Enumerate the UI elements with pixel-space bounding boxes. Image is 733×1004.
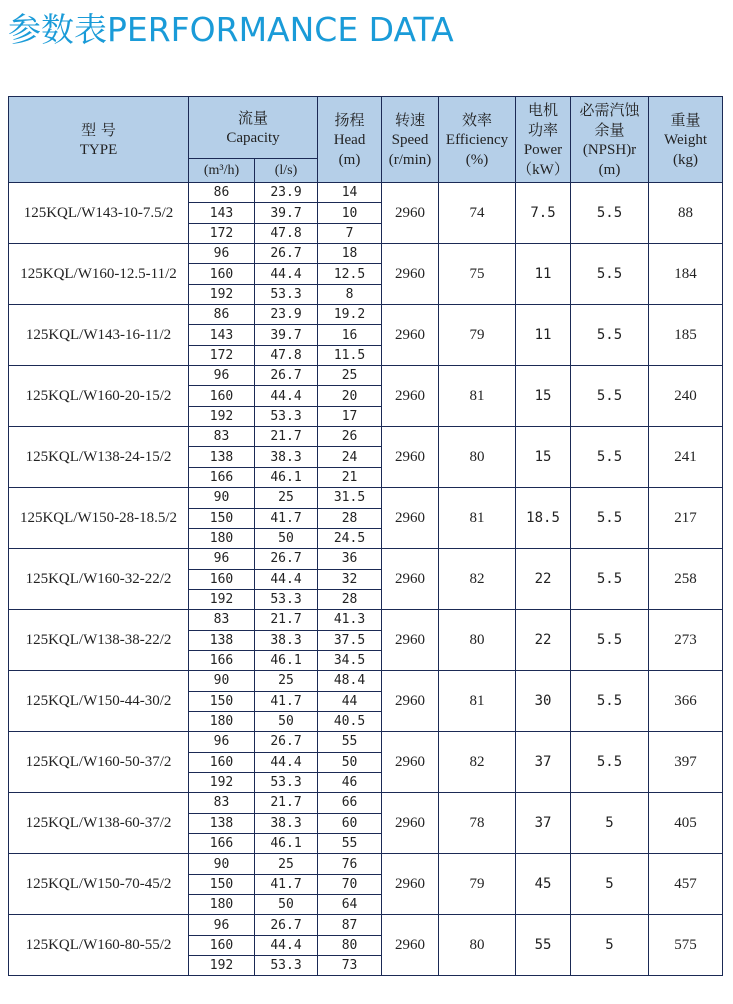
capacity-m3h-cell: 160 (189, 386, 255, 406)
capacity-m3h-cell: 192 (189, 284, 255, 304)
header-npsh-cn2: 余量 (594, 120, 625, 139)
capacity-ls-cell: 38.3 (255, 630, 318, 650)
capacity-ls-cell: 39.7 (255, 203, 318, 223)
model-type-cell: 125KQL/W143-10-7.5/2 (9, 183, 189, 244)
npsh-cell: 5.5 (571, 488, 649, 549)
npsh-cell: 5.5 (571, 671, 649, 732)
capacity-m3h-cell: 160 (189, 569, 255, 589)
head-cell: 40.5 (318, 711, 382, 731)
head-cell: 76 (318, 854, 382, 874)
header-type-en: TYPE (79, 141, 118, 158)
table-row (9, 366, 723, 386)
capacity-m3h-cell: 166 (189, 650, 255, 670)
header-npsh (571, 97, 649, 183)
capacity-m3h-cell: 192 (189, 956, 255, 976)
header-power-en: Power (523, 141, 563, 158)
head-cell: 28 (318, 508, 382, 528)
head-cell: 25 (318, 366, 382, 386)
efficiency-cell: 79 (439, 305, 516, 366)
power-cell: 55 (516, 915, 571, 976)
capacity-ls-cell: 53.3 (255, 589, 318, 609)
capacity-m3h-cell: 96 (189, 549, 255, 569)
table-row (9, 671, 723, 691)
capacity-m3h-cell: 150 (189, 508, 255, 528)
capacity-m3h-cell: 192 (189, 406, 255, 426)
model-type-cell: 125KQL/W138-60-37/2 (9, 793, 189, 854)
efficiency-cell: 81 (439, 488, 516, 549)
npsh-cell: 5.5 (571, 244, 649, 305)
power-cell: 15 (516, 427, 571, 488)
weight-cell: 457 (649, 854, 723, 915)
weight-cell: 397 (649, 732, 723, 793)
capacity-ls-cell: 44.4 (255, 752, 318, 772)
capacity-ls-cell: 47.8 (255, 345, 318, 365)
header-eff-unit: (%) (465, 151, 489, 168)
head-cell: 21 (318, 467, 382, 487)
power-cell: 37 (516, 793, 571, 854)
header-speed-cn: 转速 (395, 110, 426, 129)
power-cell: 30 (516, 671, 571, 732)
table-row (9, 854, 723, 874)
efficiency-cell: 75 (439, 244, 516, 305)
capacity-m3h-cell: 96 (189, 244, 255, 264)
capacity-m3h-cell: 83 (189, 793, 255, 813)
speed-cell: 2960 (382, 732, 439, 793)
power-cell: 18.5 (516, 488, 571, 549)
capacity-m3h-cell: 172 (189, 345, 255, 365)
head-cell: 28 (318, 589, 382, 609)
head-cell: 64 (318, 895, 382, 915)
weight-cell: 185 (649, 305, 723, 366)
capacity-ls-cell: 21.7 (255, 427, 318, 447)
capacity-ls-cell: 23.9 (255, 183, 318, 203)
table-row (9, 244, 723, 264)
table-row (9, 488, 723, 508)
npsh-cell: 5.5 (571, 366, 649, 427)
capacity-ls-cell: 21.7 (255, 610, 318, 630)
header-weight-cn: 重量 (670, 110, 701, 129)
model-type-cell: 125KQL/W160-50-37/2 (9, 732, 189, 793)
capacity-m3h-cell: 180 (189, 895, 255, 915)
table-row (9, 915, 723, 935)
header-speed-unit: (r/min) (388, 151, 432, 168)
head-cell: 37.5 (318, 630, 382, 650)
efficiency-cell: 82 (439, 732, 516, 793)
head-cell: 73 (318, 956, 382, 976)
model-type-cell: 125KQL/W150-44-30/2 (9, 671, 189, 732)
speed-cell: 2960 (382, 549, 439, 610)
header-eff-cn: 效率 (462, 110, 493, 129)
capacity-ls-cell: 38.3 (255, 447, 318, 467)
model-type-cell: 125KQL/W143-16-11/2 (9, 305, 189, 366)
capacity-ls-cell: 50 (255, 711, 318, 731)
head-cell: 7 (318, 223, 382, 243)
capacity-ls-cell: 46.1 (255, 467, 318, 487)
capacity-ls-cell: 44.4 (255, 935, 318, 955)
head-cell: 12.5 (318, 264, 382, 284)
head-cell: 34.5 (318, 650, 382, 670)
capacity-ls-cell: 46.1 (255, 650, 318, 670)
capacity-m3h-cell: 96 (189, 732, 255, 752)
head-cell: 20 (318, 386, 382, 406)
header-efficiency (439, 97, 516, 183)
model-type-cell: 125KQL/W160-32-22/2 (9, 549, 189, 610)
efficiency-cell: 79 (439, 854, 516, 915)
weight-cell: 575 (649, 915, 723, 976)
weight-cell: 240 (649, 366, 723, 427)
efficiency-cell: 74 (439, 183, 516, 244)
npsh-cell: 5 (571, 854, 649, 915)
power-cell: 15 (516, 366, 571, 427)
npsh-cell: 5.5 (571, 732, 649, 793)
efficiency-cell: 80 (439, 915, 516, 976)
capacity-m3h-cell: 138 (189, 447, 255, 467)
capacity-ls-cell: 53.3 (255, 406, 318, 426)
efficiency-cell: 82 (439, 549, 516, 610)
header-power-cn2: 功率 (528, 120, 559, 139)
power-cell: 11 (516, 244, 571, 305)
table-row (9, 793, 723, 813)
head-cell: 46 (318, 772, 382, 792)
header-head-unit: (m) (338, 151, 361, 168)
header-type-cn: 型 号 (81, 120, 116, 139)
power-cell: 37 (516, 732, 571, 793)
weight-cell: 88 (649, 183, 723, 244)
table-row (9, 427, 723, 447)
weight-cell: 405 (649, 793, 723, 854)
speed-cell: 2960 (382, 915, 439, 976)
head-cell: 8 (318, 284, 382, 304)
capacity-ls-cell: 41.7 (255, 508, 318, 528)
speed-cell: 2960 (382, 854, 439, 915)
capacity-ls-cell: 53.3 (255, 772, 318, 792)
model-type-cell: 125KQL/W160-80-55/2 (9, 915, 189, 976)
capacity-ls-cell: 21.7 (255, 793, 318, 813)
capacity-m3h-cell: 143 (189, 203, 255, 223)
capacity-m3h-cell: 180 (189, 711, 255, 731)
capacity-ls-cell: 26.7 (255, 549, 318, 569)
speed-cell: 2960 (382, 488, 439, 549)
weight-cell: 241 (649, 427, 723, 488)
speed-cell: 2960 (382, 610, 439, 671)
capacity-m3h-cell: 86 (189, 305, 255, 325)
header-capacity (189, 97, 318, 159)
weight-cell: 258 (649, 549, 723, 610)
capacity-m3h-cell: 192 (189, 589, 255, 609)
speed-cell: 2960 (382, 793, 439, 854)
head-cell: 80 (318, 935, 382, 955)
weight-cell: 217 (649, 488, 723, 549)
efficiency-cell: 80 (439, 427, 516, 488)
capacity-ls-cell: 38.3 (255, 813, 318, 833)
capacity-ls-cell: 25 (255, 854, 318, 874)
npsh-cell: 5 (571, 793, 649, 854)
model-type-cell: 125KQL/W138-24-15/2 (9, 427, 189, 488)
speed-cell: 2960 (382, 183, 439, 244)
power-cell: 11 (516, 305, 571, 366)
power-cell: 45 (516, 854, 571, 915)
model-type-cell: 125KQL/W138-38-22/2 (9, 610, 189, 671)
table-row (9, 732, 723, 752)
capacity-m3h-cell: 150 (189, 691, 255, 711)
head-cell: 19.2 (318, 305, 382, 325)
capacity-ls-cell: 41.7 (255, 691, 318, 711)
head-cell: 50 (318, 752, 382, 772)
header-head-en: Head (333, 131, 366, 148)
table-row (9, 610, 723, 630)
capacity-m3h-cell: 90 (189, 671, 255, 691)
head-cell: 14 (318, 183, 382, 203)
capacity-m3h-cell: 160 (189, 752, 255, 772)
header-capacity-unit-ls: (l/s) (255, 159, 318, 183)
head-cell: 11.5 (318, 345, 382, 365)
capacity-m3h-cell: 83 (189, 610, 255, 630)
npsh-cell: 5.5 (571, 427, 649, 488)
header-weight (649, 97, 723, 183)
capacity-m3h-cell: 90 (189, 854, 255, 874)
header-power-cn1: 电机 (528, 100, 559, 119)
header-power-unit: （kW） (517, 161, 569, 178)
capacity-m3h-cell: 160 (189, 935, 255, 955)
header-head-cn: 扬程 (334, 110, 365, 129)
capacity-m3h-cell: 150 (189, 874, 255, 894)
capacity-m3h-cell: 96 (189, 366, 255, 386)
capacity-ls-cell: 50 (255, 528, 318, 548)
capacity-ls-cell: 26.7 (255, 915, 318, 935)
header-head (318, 97, 382, 183)
model-type-cell: 125KQL/W150-70-45/2 (9, 854, 189, 915)
capacity-ls-cell: 53.3 (255, 956, 318, 976)
head-cell: 60 (318, 813, 382, 833)
capacity-m3h-cell: 160 (189, 264, 255, 284)
capacity-ls-cell: 50 (255, 895, 318, 915)
capacity-ls-cell: 53.3 (255, 284, 318, 304)
head-cell: 36 (318, 549, 382, 569)
capacity-ls-cell: 25 (255, 488, 318, 508)
header-capacity-en: Capacity (226, 129, 280, 146)
efficiency-cell: 78 (439, 793, 516, 854)
weight-cell: 366 (649, 671, 723, 732)
page-title: 参数表PERFORMANCE DATA (8, 10, 454, 49)
table-row (9, 305, 723, 325)
header-eff-en: Efficiency (445, 131, 509, 148)
model-type-cell: 125KQL/W160-12.5-11/2 (9, 244, 189, 305)
capacity-ls-cell: 44.4 (255, 386, 318, 406)
npsh-cell: 5.5 (571, 305, 649, 366)
weight-cell: 273 (649, 610, 723, 671)
head-cell: 32 (318, 569, 382, 589)
table-row (9, 183, 723, 203)
capacity-ls-cell: 41.7 (255, 874, 318, 894)
capacity-ls-cell: 26.7 (255, 366, 318, 386)
npsh-cell: 5 (571, 915, 649, 976)
capacity-ls-cell: 39.7 (255, 325, 318, 345)
efficiency-cell: 81 (439, 366, 516, 427)
efficiency-cell: 81 (439, 671, 516, 732)
head-cell: 66 (318, 793, 382, 813)
weight-cell: 184 (649, 244, 723, 305)
capacity-m3h-cell: 180 (189, 528, 255, 548)
head-cell: 55 (318, 834, 382, 854)
capacity-ls-cell: 47.8 (255, 223, 318, 243)
npsh-cell: 5.5 (571, 610, 649, 671)
capacity-ls-cell: 25 (255, 671, 318, 691)
header-weight-en: Weight (664, 131, 707, 148)
capacity-ls-cell: 44.4 (255, 569, 318, 589)
head-cell: 18 (318, 244, 382, 264)
capacity-ls-cell: 23.9 (255, 305, 318, 325)
head-cell: 24.5 (318, 528, 382, 548)
capacity-m3h-cell: 166 (189, 467, 255, 487)
performance-table (8, 96, 723, 976)
capacity-m3h-cell: 192 (189, 772, 255, 792)
capacity-ls-cell: 46.1 (255, 834, 318, 854)
head-cell: 70 (318, 874, 382, 894)
capacity-ls-cell: 26.7 (255, 244, 318, 264)
head-cell: 55 (318, 732, 382, 752)
header-power (516, 97, 571, 183)
header-speed (382, 97, 439, 183)
table-header (9, 97, 723, 183)
head-cell: 24 (318, 447, 382, 467)
table-body (9, 183, 723, 976)
header-npsh-cn1: 必需汽蚀 (579, 100, 640, 119)
model-type-cell: 125KQL/W150-28-18.5/2 (9, 488, 189, 549)
capacity-m3h-cell: 138 (189, 813, 255, 833)
capacity-m3h-cell: 86 (189, 183, 255, 203)
head-cell: 17 (318, 406, 382, 426)
npsh-cell: 5.5 (571, 549, 649, 610)
speed-cell: 2960 (382, 671, 439, 732)
capacity-m3h-cell: 96 (189, 915, 255, 935)
header-type (9, 97, 189, 183)
head-cell: 48.4 (318, 671, 382, 691)
speed-cell: 2960 (382, 427, 439, 488)
capacity-m3h-cell: 83 (189, 427, 255, 447)
header-speed-en: Speed (391, 131, 429, 148)
capacity-m3h-cell: 138 (189, 630, 255, 650)
capacity-m3h-cell: 166 (189, 834, 255, 854)
header-capacity-unit-m3h: (m³/h) (189, 159, 255, 183)
header-capacity-cn: 流量 (238, 108, 269, 127)
npsh-cell: 5.5 (571, 183, 649, 244)
head-cell: 31.5 (318, 488, 382, 508)
capacity-ls-cell: 44.4 (255, 264, 318, 284)
efficiency-cell: 80 (439, 610, 516, 671)
header-weight-unit: (kg) (673, 151, 699, 168)
head-cell: 26 (318, 427, 382, 447)
table-row (9, 549, 723, 569)
capacity-m3h-cell: 90 (189, 488, 255, 508)
speed-cell: 2960 (382, 305, 439, 366)
power-cell: 22 (516, 549, 571, 610)
speed-cell: 2960 (382, 366, 439, 427)
model-type-cell: 125KQL/W160-20-15/2 (9, 366, 189, 427)
header-npsh-en: (NPSH)r (582, 141, 637, 158)
head-cell: 41.3 (318, 610, 382, 630)
head-cell: 44 (318, 691, 382, 711)
power-cell: 7.5 (516, 183, 571, 244)
head-cell: 16 (318, 325, 382, 345)
capacity-m3h-cell: 143 (189, 325, 255, 345)
capacity-ls-cell: 26.7 (255, 732, 318, 752)
head-cell: 87 (318, 915, 382, 935)
capacity-m3h-cell: 172 (189, 223, 255, 243)
speed-cell: 2960 (382, 244, 439, 305)
head-cell: 10 (318, 203, 382, 223)
power-cell: 22 (516, 610, 571, 671)
header-npsh-unit: (m) (598, 161, 621, 178)
